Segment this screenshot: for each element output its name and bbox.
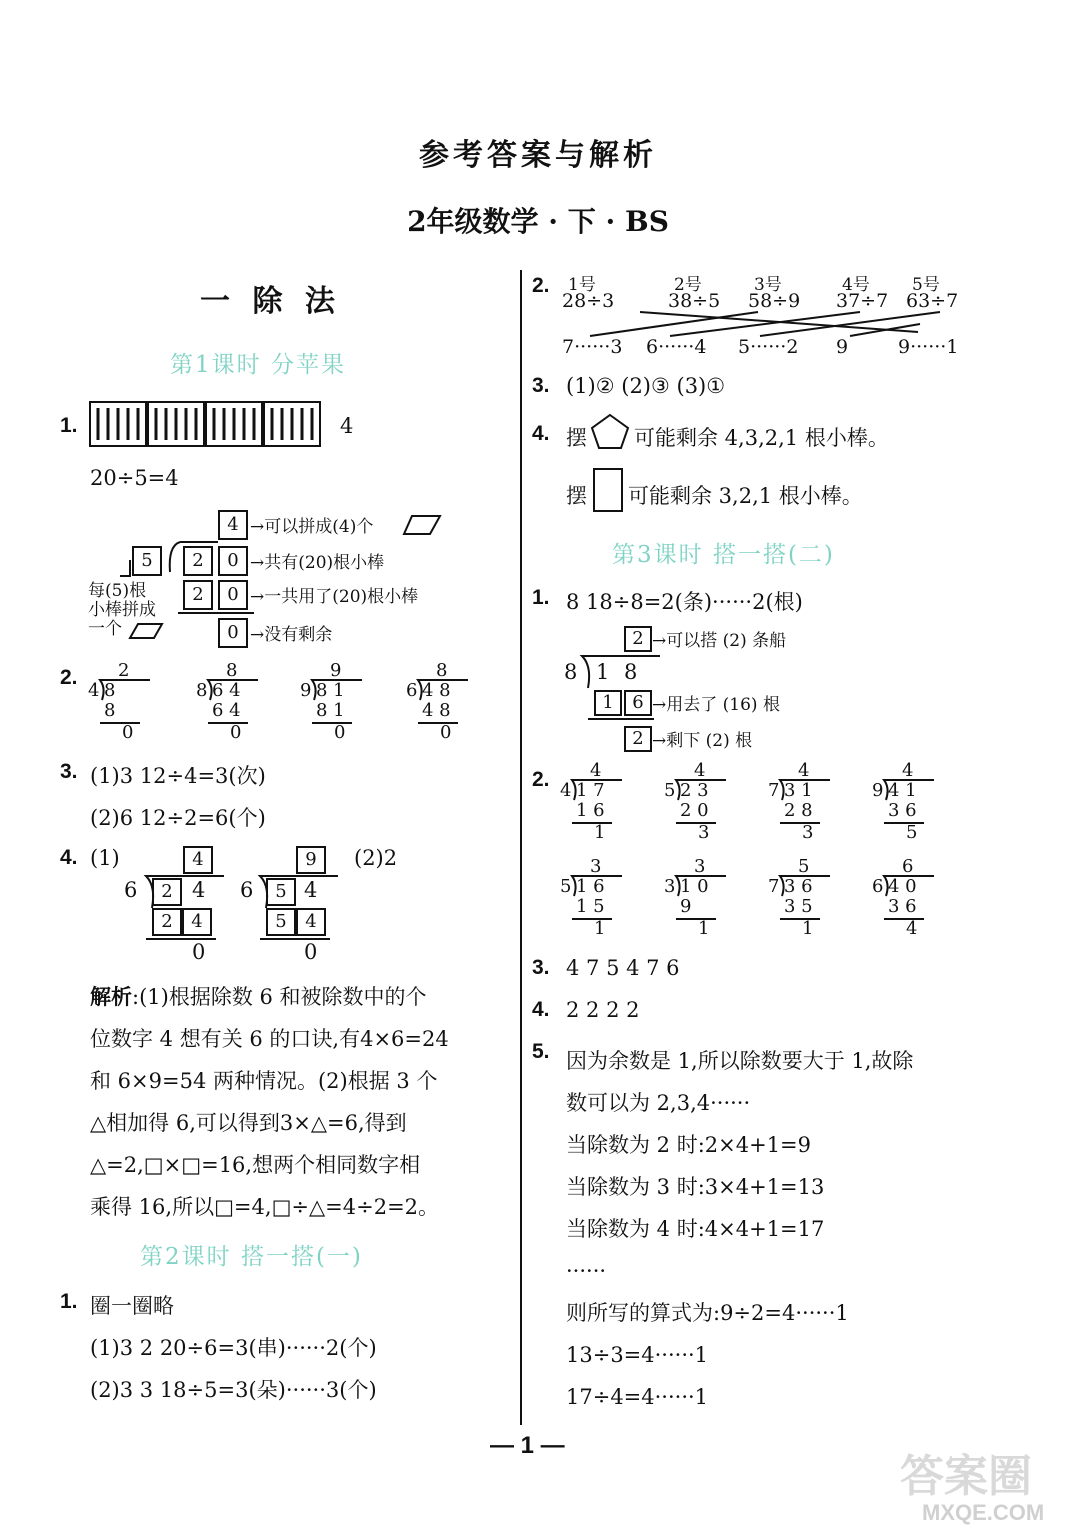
dividend: 4 8	[422, 680, 451, 701]
divisor: 5	[664, 780, 676, 801]
explanation-line: 则所写的算式为:9÷2=4······1	[566, 1301, 849, 1325]
analysis-text: ×	[163, 1153, 182, 1177]
note-remainder: →没有剩余	[250, 625, 333, 645]
product: 2 0	[680, 800, 709, 821]
question-number: 4.	[532, 998, 550, 1021]
remainder: 1	[698, 918, 710, 939]
divisor: 6	[872, 876, 884, 897]
remainder: 3	[698, 822, 710, 843]
question-number: 3.	[532, 374, 550, 397]
explanation-line: 13÷3=4······1	[566, 1343, 709, 1367]
page-title: 参考答案与解析	[419, 138, 657, 173]
answer-text: 摆	[566, 484, 587, 508]
product-tens-box: 2	[152, 908, 182, 936]
analysis-text: 乘得 16,所以	[90, 1195, 215, 1219]
page-number: — 1 —	[490, 1432, 565, 1459]
question-number: 5.	[532, 1040, 550, 1063]
divisor: 9	[300, 680, 312, 701]
remainder: 0	[230, 722, 242, 743]
product: 3 5	[784, 896, 813, 917]
answer-line: (1)② (2)③ (3)①	[566, 374, 726, 398]
remainder: 1	[594, 822, 606, 843]
question-number: 4.	[60, 846, 78, 869]
match-expression: 28÷3	[562, 290, 615, 312]
triangle-icon: △	[310, 1111, 327, 1135]
product: 6 4	[212, 700, 241, 721]
remainder: 0	[304, 940, 318, 964]
part-label: (2)2	[354, 846, 398, 870]
product-tens-box: 5	[266, 908, 296, 936]
quotient-box: 2	[624, 626, 652, 652]
remainder: 4	[906, 918, 918, 939]
subtraction-line	[676, 822, 716, 824]
explanation-line: 当除数为 2 时:2×4+1=9	[566, 1133, 812, 1157]
match-result: 7······3	[562, 336, 623, 358]
quotient: 8	[436, 660, 448, 681]
analysis-text: 位数字 4 想有关 6 的口诀,有4×6=24	[90, 1027, 449, 1051]
product: 3 6	[888, 896, 917, 917]
note-quotient: →可以搭 (2) 条船	[652, 631, 787, 651]
quotient: 4	[694, 760, 706, 781]
explanation-line: 当除数为 4 时:4×4+1=17	[566, 1217, 825, 1241]
remainder: 0	[334, 722, 346, 743]
divisor: 8	[196, 680, 208, 701]
product-ones-box: 6	[624, 690, 652, 716]
subtraction-line	[588, 718, 654, 720]
triangle-icon: △	[90, 1153, 107, 1177]
dividend-tens-box: 2	[183, 546, 213, 576]
analysis-text: =6,得到	[326, 1111, 407, 1135]
match-label: 3号	[754, 275, 782, 295]
dividend-ones-box: 0	[218, 546, 248, 576]
divisor: 4	[88, 680, 100, 701]
quotient-box: 4	[218, 510, 248, 540]
dividend-ones: 4	[304, 878, 318, 902]
note-dividend: →共有(20)根小棒	[250, 553, 385, 573]
dividend: 8 1	[316, 680, 345, 701]
dividend: 1 8	[596, 660, 642, 684]
divisor: 5	[560, 876, 572, 897]
quotient: 6	[902, 856, 914, 877]
question-number: 1.	[60, 1290, 78, 1313]
quotient: 2	[118, 660, 130, 681]
divisor: 7	[768, 876, 780, 897]
match-expression: 58÷9	[748, 290, 801, 312]
dividend: 1 0	[680, 876, 709, 897]
rectangle-icon	[590, 466, 626, 514]
quotient: 5	[798, 856, 810, 877]
match-expression: 37÷7	[836, 290, 889, 312]
dividend: 3 6	[784, 876, 813, 897]
product: 8	[104, 700, 116, 721]
remainder: 0	[440, 722, 452, 743]
answer-text: 可能剩余 3,2,1 根小棒。	[628, 484, 863, 508]
watermark-url: MXQE.COM	[922, 1500, 1045, 1525]
product-ones-box: 0	[218, 580, 248, 610]
dividend: 4 1	[888, 780, 917, 801]
product-ones-box: 4	[296, 908, 326, 936]
match-expression: 63÷7	[906, 290, 959, 312]
match-result: 9······1	[898, 336, 959, 358]
question-number: 1.	[60, 414, 78, 437]
match-label: 1号	[568, 275, 596, 295]
note-quotient: →可以拼成(4)个	[250, 517, 374, 537]
answer-line: 圈一圈略	[90, 1294, 174, 1318]
match-expression: 38÷5	[668, 290, 721, 312]
analysis-text: ÷	[291, 1195, 310, 1219]
side-note-line: 小棒拼成	[88, 600, 156, 620]
match-label: 5号	[912, 275, 940, 295]
divisor: 4	[560, 780, 572, 801]
match-result: 5······2	[738, 336, 799, 358]
answer-text: 摆	[566, 426, 587, 450]
answer-value: 4	[340, 414, 354, 438]
explanation-line: ······	[566, 1259, 607, 1283]
subtraction-line	[178, 612, 254, 614]
subtraction-line	[572, 822, 612, 824]
answer-line: 2 2 2 2	[566, 998, 640, 1022]
dividend-tens-box: 2	[152, 878, 182, 906]
sticks-illustration	[88, 400, 328, 450]
analysis-label: 解析	[90, 984, 132, 1009]
explanation-line: 因为余数是 1,所以除数要大于 1,故除	[566, 1049, 914, 1073]
square-icon: □	[143, 1153, 164, 1177]
product: 1 5	[576, 896, 605, 917]
square-icon: □	[214, 1195, 234, 1219]
match-label: 2号	[674, 275, 702, 295]
subtraction-line	[260, 938, 330, 940]
answer-line: (2)6 12÷2=6(个)	[90, 806, 266, 830]
dividend: 1 7	[576, 780, 605, 801]
question-number: 3.	[60, 760, 78, 783]
page-subtitle: 2年级数学 · 下 · BS	[407, 205, 669, 238]
note-product: →一共用了(20)根小棒	[250, 587, 419, 607]
explanation-line: 数可以为 2,3,4······	[566, 1091, 751, 1115]
divisor: 8	[564, 660, 578, 684]
analysis-text: =16,想两个相同数字相	[201, 1153, 421, 1177]
quotient-box: 9	[296, 846, 326, 874]
match-result: 9	[836, 336, 849, 358]
side-note-line: 每(5)根	[88, 581, 147, 601]
note-remainder: →剩下 (2) 根	[652, 731, 753, 751]
note-product: →用去了 (16) 根	[652, 695, 780, 715]
subtraction-line	[780, 822, 820, 824]
explanation-block	[566, 1040, 913, 1418]
product: 1 6	[576, 800, 605, 821]
divisor: 6	[240, 878, 254, 902]
question-number: 4.	[532, 422, 550, 445]
product-ones-box: 4	[182, 908, 212, 936]
question-number: 1.	[532, 586, 550, 609]
analysis-text: =2,	[106, 1153, 144, 1177]
quotient: 4	[902, 760, 914, 781]
lesson-1-heading: 第1课时 分苹果	[170, 352, 346, 378]
divisor: 6	[406, 680, 418, 701]
watermark-logo: 答案圈	[900, 1452, 1032, 1501]
chapter-title: 一 除 法	[200, 284, 341, 319]
subtraction-line	[884, 822, 924, 824]
quotient: 3	[694, 856, 706, 877]
product: 8 1	[316, 700, 345, 721]
subtraction-line	[312, 722, 352, 724]
subtraction-line	[146, 938, 216, 940]
question-number: 3.	[532, 956, 550, 979]
dividend: 2 3	[680, 780, 709, 801]
parallelogram-icon	[402, 514, 442, 536]
matching-lines	[560, 300, 960, 350]
remainder: 1	[802, 918, 814, 939]
analysis-text: 相加得 6,可以得到3×	[106, 1111, 311, 1135]
square-icon: □	[181, 1153, 202, 1177]
question-number: 2.	[532, 274, 550, 297]
subtraction-line	[100, 722, 140, 724]
triangle-icon: △	[309, 1195, 326, 1219]
remainder: 3	[802, 822, 814, 843]
triangle-icon: △	[90, 1111, 107, 1135]
product: 3 6	[888, 800, 917, 821]
analysis-text: =4÷2=2。	[325, 1195, 440, 1219]
dividend: 1 6	[576, 876, 605, 897]
product-tens-box: 1	[594, 690, 622, 716]
remainder-box: 2	[624, 726, 652, 752]
subtraction-line	[572, 918, 612, 920]
answer-line: (2)3 3 18÷5=3(朵)······3(个)	[90, 1378, 377, 1402]
divisor: 7	[768, 780, 780, 801]
pentagon-icon	[588, 412, 632, 452]
part-label: (1)	[90, 846, 120, 870]
product: 4 8	[422, 700, 451, 721]
remainder: 0	[122, 722, 134, 743]
product: 2 8	[784, 800, 813, 821]
square-icon: □	[271, 1195, 292, 1219]
quotient-box: 4	[183, 846, 213, 874]
answer-line: (1)3 12÷4=3(次)	[90, 764, 266, 788]
quotient: 8	[226, 660, 238, 681]
match-label: 4号	[842, 275, 870, 295]
equation: 20÷5=4	[90, 466, 179, 490]
divisor: 9	[872, 780, 884, 801]
subtraction-line	[780, 918, 820, 920]
match-result: 6······4	[646, 336, 707, 358]
answer-line: (1)3 2 20÷6=3(串)······2(个)	[90, 1336, 377, 1360]
analysis-block	[90, 976, 449, 1228]
subtraction-line	[884, 918, 924, 920]
answer-line: 8 18÷8=2(条)······2(根)	[566, 590, 803, 614]
divisor: 6	[124, 878, 138, 902]
side-note-line: 一个	[88, 619, 122, 639]
dividend: 8	[104, 680, 116, 701]
subtraction-line	[208, 722, 248, 724]
quotient: 9	[330, 660, 342, 681]
quotient: 3	[590, 856, 602, 877]
quotient: 4	[798, 760, 810, 781]
remainder-box: 0	[218, 618, 248, 648]
subtraction-line	[676, 918, 716, 920]
subtraction-line	[418, 722, 458, 724]
product-tens-box: 2	[183, 580, 213, 610]
divisor-box: 5	[132, 546, 162, 576]
dividend: 3 1	[784, 780, 813, 801]
dividend-tens-box: 5	[266, 878, 296, 906]
column-divider	[520, 270, 522, 1425]
analysis-text: =4,	[233, 1195, 272, 1219]
dividend: 6 4	[212, 680, 241, 701]
remainder: 1	[594, 918, 606, 939]
divisor: 3	[664, 876, 676, 897]
question-number: 2.	[60, 666, 78, 689]
parallelogram-icon	[128, 622, 164, 640]
question-number: 2.	[532, 768, 550, 791]
analysis-text: 和 6×9=54 两种情况。(2)根据 3 个	[90, 1069, 438, 1093]
remainder: 0	[192, 940, 206, 964]
lesson-3-heading: 第3课时 搭一搭(二)	[612, 542, 835, 568]
quotient: 4	[590, 760, 602, 781]
dividend: 4 0	[888, 876, 917, 897]
lesson-2-heading: 第2课时 搭一搭(一)	[140, 1244, 363, 1270]
answer-line: 4 7 5 4 7 6	[566, 956, 680, 980]
answer-text: 可能剩余 4,3,2,1 根小棒。	[634, 426, 889, 450]
analysis-text: :(1)根据除数 6 和被除数中的个	[132, 985, 427, 1009]
remainder: 5	[906, 822, 918, 843]
dividend-ones: 4	[192, 878, 206, 902]
explanation-line: 当除数为 3 时:3×4+1=13	[566, 1175, 825, 1199]
explanation-line: 17÷4=4······1	[566, 1385, 709, 1409]
product: 9	[680, 896, 692, 917]
